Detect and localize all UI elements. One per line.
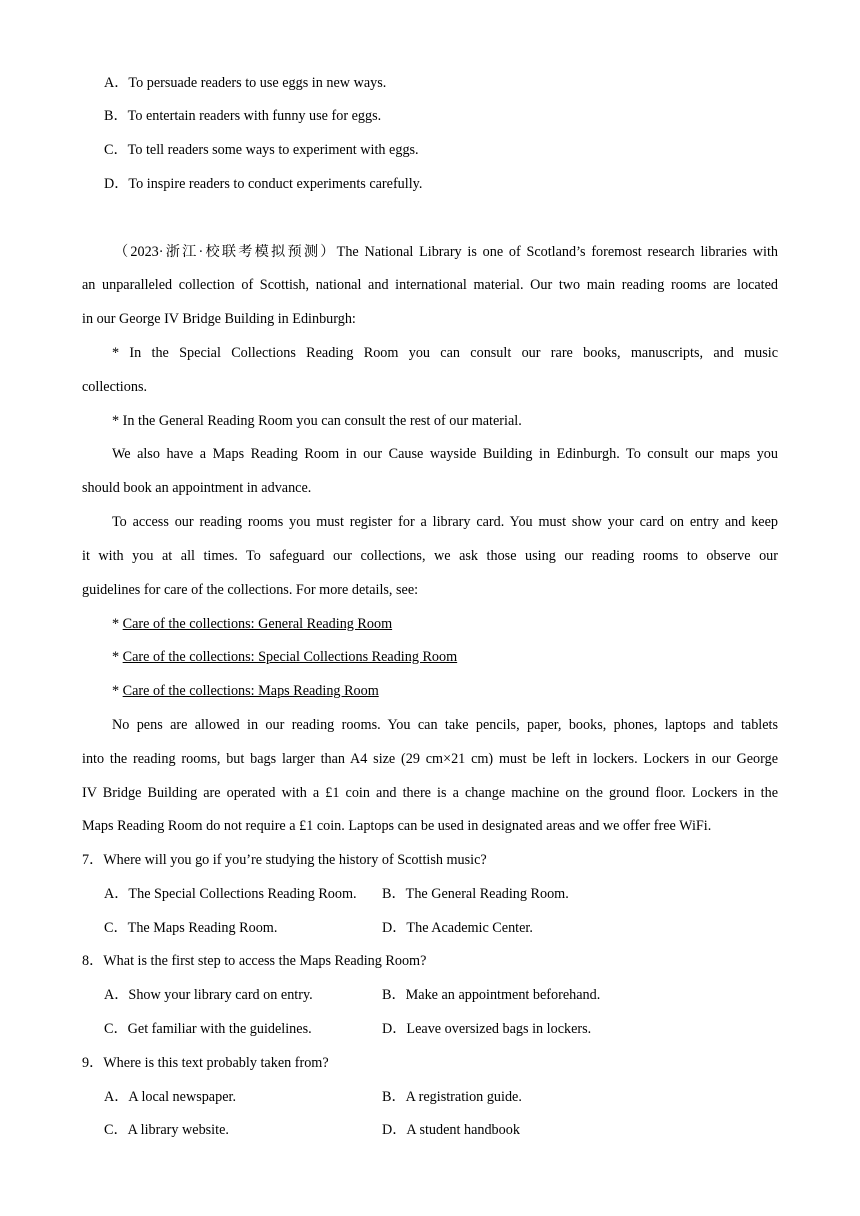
link-care-special-collections[interactable]: Care of the collections: Special Collections Reading Room [122, 649, 458, 665]
question-9-option-a: A．A local newspaper. [104, 1089, 236, 1105]
passage-intro-line-3: in our George IV Bridge Building in Edinburgh: [82, 311, 356, 327]
bullet-special-collections: * In the Special Collections Reading Room you can consult our rare books, manuscripts, and music [112, 345, 778, 361]
question-8-option-b: B．Make an appointment beforehand. [382, 987, 601, 1003]
rules-paragraph-line-1: No pens are allowed in our reading rooms. You can take pencils, paper, books, phones, laptops and tablets [112, 717, 778, 733]
question-9-stem: 9．Where is this text probably taken from? [82, 1055, 329, 1071]
question-9-option-c: C．A library website. [104, 1122, 229, 1138]
passage-intro-line-1 [82, 242, 778, 262]
maps-paragraph-line-2: should book an appointment in advance. [82, 480, 312, 496]
rules-paragraph-line-4: Maps Reading Room do not require a £1 coin. Laptops can be used in designated areas and we offer free WiFi. [82, 818, 712, 834]
passage-intro-text: The National Library is one of Scotland’s foremost research libraries with [336, 244, 778, 260]
question-7-option-c: C．The Maps Reading Room. [104, 920, 278, 936]
question-7-stem: 7．Where will you go if you’re studying the history of Scottish music? [82, 852, 487, 868]
bullet-marker: * [112, 616, 123, 632]
rules-paragraph-line-2: into the reading rooms, but bags larger than A4 size (29 cm×21 cm) must be left in lockers. Lockers in our George [82, 751, 778, 767]
link-line-special [112, 647, 778, 667]
question-7-option-a: A．The Special Collections Reading Room. [104, 886, 357, 902]
passage-source: （2023·浙江·校联考模拟预测） [114, 244, 337, 260]
access-paragraph-line-3: guidelines for care of the collections. For more details, see: [82, 582, 419, 598]
question-7-option-b: B．The General Reading Room. [382, 886, 569, 902]
prev-option-c: C．To tell readers some ways to experiment with eggs. [104, 142, 419, 158]
question-8-option-c: C．Get familiar with the guidelines. [104, 1021, 312, 1037]
question-9-option-d: D．A student handbook [382, 1122, 520, 1138]
prev-option-d: D．To inspire readers to conduct experiments carefully. [104, 176, 423, 192]
maps-paragraph-line-1: We also have a Maps Reading Room in our Cause wayside Building in Edinburgh. To consult our maps you [112, 446, 778, 462]
prev-option-b: B．To entertain readers with funny use for eggs. [104, 108, 382, 124]
question-8-stem: 8．What is the first step to access the Maps Reading Room? [82, 953, 427, 969]
bullet-special-collections-cont: collections. [82, 379, 148, 395]
passage-intro-line-2: an unparalleled collection of Scottish, national and international material. Our two main reading rooms are located [82, 277, 778, 293]
access-paragraph-line-2: it with you at all times. To safeguard our collections, we ask those using our reading rooms to observe our [82, 548, 778, 564]
question-8-option-a: A．Show your library card on entry. [104, 987, 313, 1003]
prev-option-a: A．To persuade readers to use eggs in new ways. [104, 75, 387, 91]
rules-paragraph-line-3: IV Bridge Building are operated with a £1 coin and there is a change machine on the ground floor. Lockers in the [82, 785, 778, 801]
bullet-marker: * [112, 649, 123, 665]
link-care-general-reading-room[interactable]: Care of the collections: General Reading Room [122, 616, 393, 632]
link-care-maps-reading-room[interactable]: Care of the collections: Maps Reading Room [122, 683, 379, 699]
bullet-marker: * [112, 683, 123, 699]
bullet-general-reading-room: * In the General Reading Room you can consult the rest of our material. [112, 413, 522, 429]
link-line-maps [112, 681, 778, 701]
question-8-option-d: D．Leave oversized bags in lockers. [382, 1021, 592, 1037]
link-line-general [112, 614, 778, 634]
access-paragraph-line-1: To access our reading rooms you must register for a library card. You must show your card on entry and keep [112, 514, 778, 530]
question-7-option-d: D．The Academic Center. [382, 920, 533, 936]
question-9-option-b: B．A registration guide. [382, 1089, 522, 1105]
